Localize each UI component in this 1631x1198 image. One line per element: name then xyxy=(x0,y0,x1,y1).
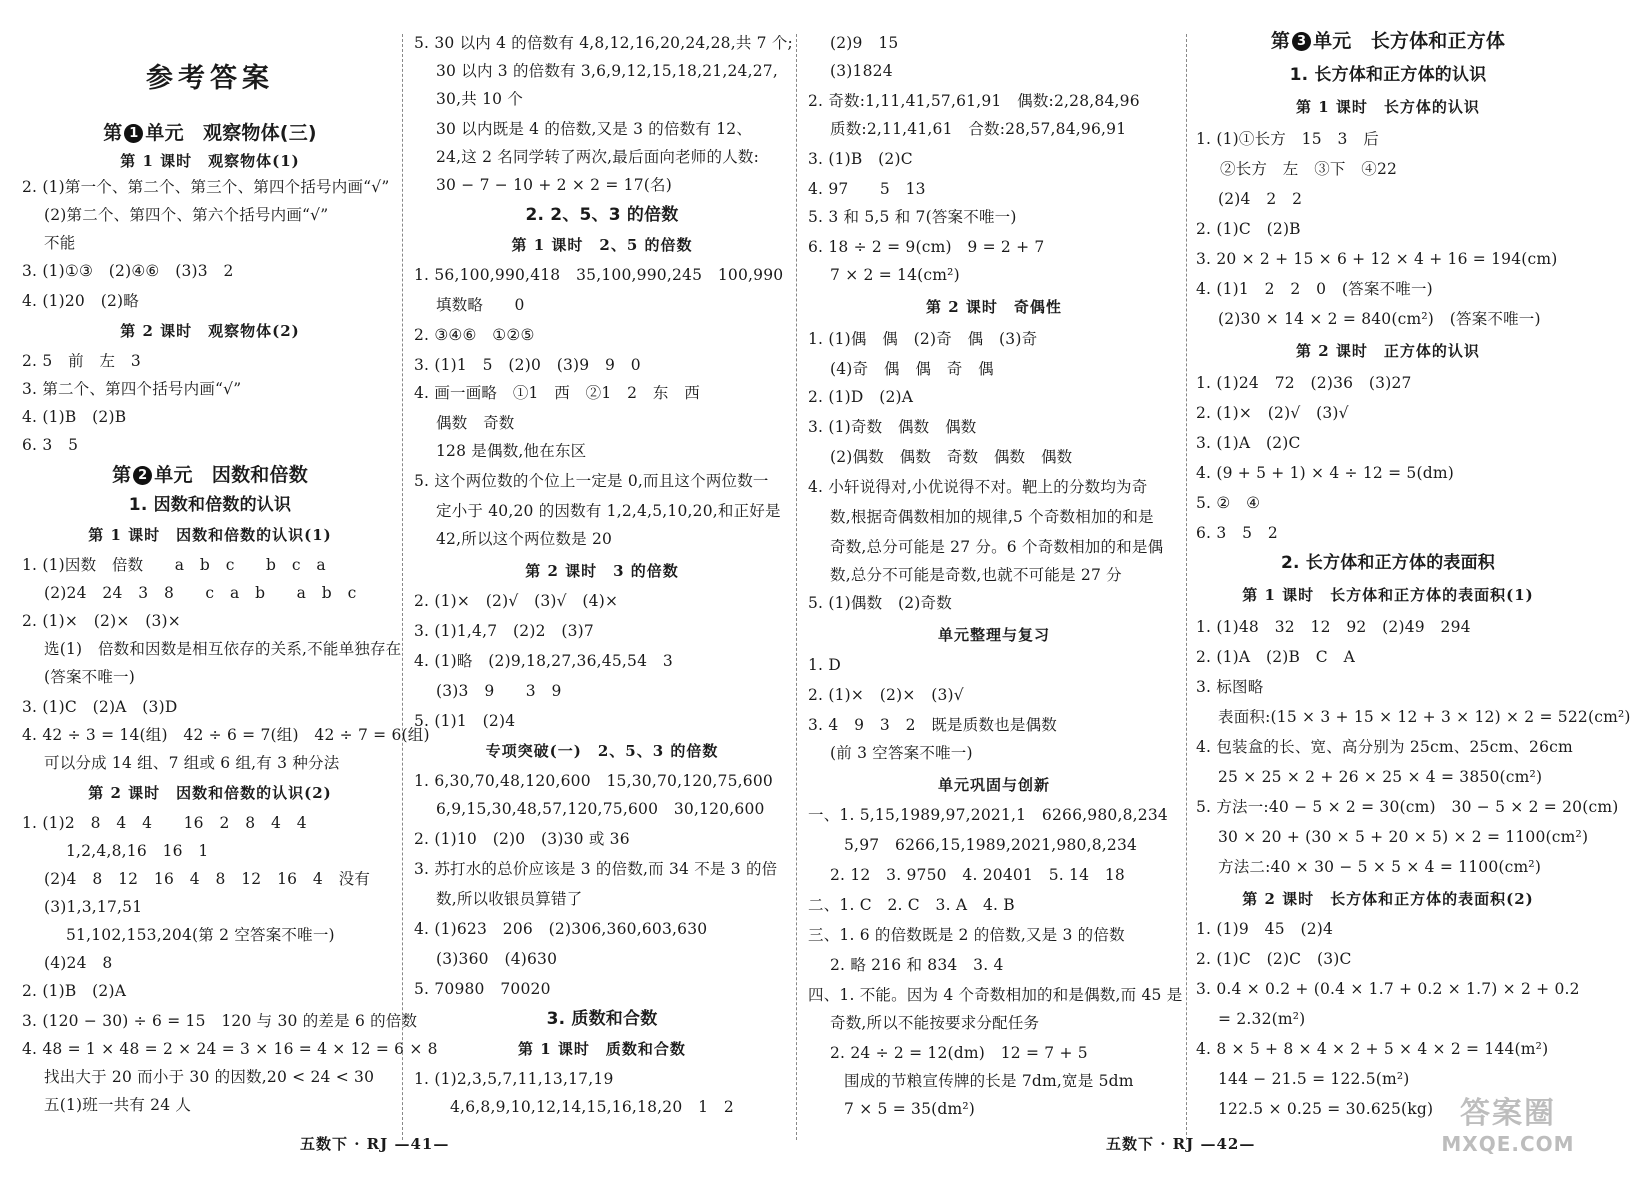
answer-line: 5. ② ④ xyxy=(1196,494,1261,512)
answer-line: 3. (1)1,4,7 (2)2 (3)7 xyxy=(414,622,594,640)
answer-line: 奇数,所以不能按要求分配任务 xyxy=(830,1014,1040,1032)
answer-line: (4)24 8 xyxy=(44,954,113,972)
unit-heading xyxy=(22,464,398,486)
answer-line: 填数略 0 xyxy=(436,296,525,314)
answer-line: 3. 4 9 3 2 既是质数也是偶数 xyxy=(808,716,1057,734)
answer-line: (2)9 15 xyxy=(830,34,899,52)
lesson-heading: 第 2 课时 观察物体(2) xyxy=(120,322,300,340)
answer-line: (2)30 × 14 × 2 = 840(cm²) (答案不唯一) xyxy=(1218,310,1541,328)
answer-line: 二、1. C 2. C 3. A 4. B xyxy=(808,896,1015,914)
answer-line: 3. (1)C (2)A (3)D xyxy=(22,698,178,716)
answer-line: 3. (1)奇数 偶数 偶数 xyxy=(808,418,977,436)
answer-line: 数,根据奇偶数相加的规律,5 个奇数相加的和是 xyxy=(830,508,1154,526)
answer-line: 30 以内 3 的倍数有 3,6,9,12,15,18,21,24,27, xyxy=(436,62,778,80)
answer-line: 3. (1)A (2)C xyxy=(1196,434,1301,452)
unit-heading xyxy=(22,122,398,144)
page-footer-right: 五数下 · RJ —42— xyxy=(1106,1135,1256,1153)
answer-line: 4. 97 5 13 xyxy=(808,180,926,198)
answer-line: 数,所以收银员算错了 xyxy=(436,890,583,908)
answer-line: 4. 8 × 5 + 8 × 4 × 2 + 5 × 4 × 2 = 144(m²) xyxy=(1196,1040,1549,1058)
answer-line: 1. (1)偶 偶 (2)奇 偶 (3)奇 xyxy=(808,330,1038,348)
answer-line: 2. 奇数:1,11,41,57,61,91 偶数:2,28,84,96 xyxy=(808,92,1140,110)
answer-line: (2)4 8 12 16 4 8 12 16 4 没有 xyxy=(44,870,371,888)
answer-line: 4. 48 = 1 × 48 = 2 × 24 = 3 × 16 = 4 × 12 = 6 × 8 xyxy=(22,1040,438,1058)
answer-line: 2. 24 ÷ 2 = 12(dm) 12 = 7 + 5 xyxy=(830,1044,1088,1062)
answer-line: 128 是偶数,他在东区 xyxy=(436,442,587,460)
answer-line: 2. ③④⑥ ①②⑤ xyxy=(414,326,535,344)
answer-line: (2)4 2 2 xyxy=(1218,190,1303,208)
answer-line: 围成的节粮宣传牌的长是 7dm,宽是 5dm xyxy=(844,1072,1134,1090)
unit-prefix: 第 xyxy=(1270,30,1291,52)
answer-line: 6. 3 5 2 xyxy=(1196,524,1278,542)
answer-line: ②长方 左 ③下 ④22 xyxy=(1220,160,1398,178)
answer-line: 2. (1)× (2)× (3)√ xyxy=(808,686,964,704)
answer-line: 五(1)班一共有 24 人 xyxy=(44,1096,192,1114)
lesson-heading: 第 1 课时 长方体和正方体的表面积(1) xyxy=(1242,586,1534,604)
answer-line: 3. (1)①③ (2)④⑥ (3)3 2 xyxy=(22,262,234,280)
answer-line: 2. (1)C (2)B xyxy=(1196,220,1301,238)
answer-line: 5. (1)1 (2)4 xyxy=(414,712,516,730)
answer-line: 4. (1)略 (2)9,18,27,36,45,54 3 xyxy=(414,652,673,670)
answer-line: 3. 标图略 xyxy=(1196,678,1264,696)
answer-line: 2. 12 3. 9750 4. 20401 5. 14 18 xyxy=(830,866,1125,884)
answer-line: 2. 5 前 左 3 xyxy=(22,352,141,370)
lesson-heading: 第 1 课时 观察物体(1) xyxy=(120,152,300,170)
answer-line: 不能 xyxy=(44,234,76,252)
answer-line: 6. 18 ÷ 2 = 9(cm) 9 = 2 + 7 xyxy=(808,238,1045,256)
answer-line: 1. (1)2 8 4 4 16 2 8 4 4 xyxy=(22,814,307,832)
page-title: 参考答案 xyxy=(146,63,274,94)
watermark-logo xyxy=(1438,1088,1578,1168)
lesson-heading: 第 2 课时 奇偶性 xyxy=(926,298,1062,316)
column-divider xyxy=(1186,34,1187,1140)
answer-line: 4. (1)623 206 (2)306,360,603,630 xyxy=(414,920,708,938)
column-divider xyxy=(796,34,797,1140)
answer-line: 24,这 2 名同学转了两次,最后面向老师的人数: xyxy=(436,148,760,166)
answer-line: 2. 略 216 和 834 3. 4 xyxy=(830,956,1004,974)
answer-line: 4. 42 ÷ 3 = 14(组) 42 ÷ 6 = 7(组) 42 ÷ 7 = 6(组) xyxy=(22,726,430,744)
unit-prefix: 第 xyxy=(112,464,132,486)
answer-line: 数,总分不可能是奇数,也就不可能是 27 分 xyxy=(830,566,1122,584)
answer-line: 5. 方法一:40 − 5 × 2 = 30(cm) 30 − 5 × 2 = 20(cm) xyxy=(1196,798,1619,816)
answer-line: 30 × 20 + (30 × 5 + 20 × 5) × 2 = 1100(cm²) xyxy=(1218,828,1589,846)
answer-line: 选(1) 倍数和因数是相互依存的关系,不能单独存在 xyxy=(44,640,402,658)
answer-line: 5. 这个两位数的个位上一定是 0,而且这个两位数一 xyxy=(414,472,769,490)
answer-line: 方法二:40 × 30 − 5 × 5 × 4 = 1100(cm²) xyxy=(1218,858,1542,876)
page-footer-left: 五数下 · RJ —41— xyxy=(300,1135,450,1153)
answer-line: 5. (1)偶数 (2)奇数 xyxy=(808,594,952,612)
answer-line: 42,所以这个两位数是 20 xyxy=(436,530,613,548)
answer-line: 三、1. 6 的倍数既是 2 的倍数,又是 3 的倍数 xyxy=(808,926,1125,944)
unit-prefix: 第 xyxy=(103,122,123,144)
answer-line: 3. (120 − 30) ÷ 6 = 15 120 与 30 的差是 6 的倍数 xyxy=(22,1012,418,1030)
answer-line: 1. (1)24 72 (2)36 (3)27 xyxy=(1196,374,1412,392)
answer-line: 51,102,153,204(第 2 空答案不唯一) xyxy=(66,926,335,944)
unit-number-badge: 2 xyxy=(133,466,152,485)
lesson-heading: 第 2 课时 正方体的认识 xyxy=(1296,342,1480,360)
answer-line: 3. 第二个、第四个括号内画“√” xyxy=(22,380,242,398)
answer-line: 2. (1)C (2)C (3)C xyxy=(1196,950,1352,968)
answer-line: 30 以内既是 4 的倍数,又是 3 的倍数有 12、 xyxy=(436,120,753,138)
answer-line: 1. (1)9 45 (2)4 xyxy=(1196,920,1334,938)
answer-line: (前 3 空答案不唯一) xyxy=(830,744,973,762)
answer-line: 6. 3 5 xyxy=(22,436,79,454)
answer-line: (3)3 9 3 9 xyxy=(436,682,562,700)
lesson-heading: 单元巩固与创新 xyxy=(937,776,1050,794)
unit-title: 单元 观察物体(三) xyxy=(145,122,317,144)
lesson-heading: 第 1 课时 因数和倍数的认识(1) xyxy=(88,526,332,544)
answer-line: 4. 包装盒的长、宽、高分别为 25cm、25cm、26cm xyxy=(1196,738,1573,756)
answer-line: 可以分成 14 组、7 组或 6 组,有 3 种分法 xyxy=(44,754,340,772)
answer-line: (2)偶数 偶数 奇数 偶数 偶数 xyxy=(830,448,1073,466)
answer-line: 3. 20 × 2 + 15 × 6 + 12 × 4 + 16 = 194(cm) xyxy=(1196,250,1558,268)
unit-number-badge: 1 xyxy=(124,124,143,143)
answer-line: 30 − 7 − 10 + 2 × 2 = 17(名) xyxy=(436,176,672,194)
answer-line: 1. (1)①长方 15 3 后 xyxy=(1196,130,1379,148)
answer-line: 4. (1)B (2)B xyxy=(22,408,127,426)
answer-line: 找出大于 20 而小于 30 的因数,20 < 24 < 30 xyxy=(44,1068,375,1086)
answer-line: 3. 0.4 × 0.2 + (0.4 × 1.7 + 0.2 × 1.7) × 2 + 0.2 xyxy=(1196,980,1580,998)
answer-line: 1. D xyxy=(808,656,841,674)
answer-line: 2. (1)D (2)A xyxy=(808,388,914,406)
watermark-url: MXQE.COM xyxy=(1441,1132,1575,1156)
answer-line: 5,97 6266,15,1989,2021,980,8,234 xyxy=(844,836,1138,854)
lesson-heading: 专项突破(一) 2、5、3 的倍数 xyxy=(485,742,719,760)
section-heading: 2. 2、5、3 的倍数 xyxy=(525,205,679,225)
answer-line: 6,9,15,30,48,57,120,75,600 30,120,600 xyxy=(436,800,765,818)
answer-line: 1,2,4,8,16 16 1 xyxy=(66,842,209,860)
unit-title: 单元 因数和倍数 xyxy=(154,464,308,486)
answer-line: 4,6,8,9,10,12,14,15,16,18,20 1 2 xyxy=(450,1098,734,1116)
answer-line: 1. (1)48 32 12 92 (2)49 294 xyxy=(1196,618,1471,636)
answer-line: 表面积:(15 × 3 + 15 × 12 + 3 × 12) × 2 = 522(cm²) xyxy=(1218,708,1631,726)
answer-line: (2)第二个、第四个、第六个括号内画“√” xyxy=(44,206,329,224)
answer-line: (3)1,3,17,51 xyxy=(44,898,143,916)
watermark-main: 答案圈 xyxy=(1460,1096,1556,1131)
lesson-heading: 第 1 课时 质数和合数 xyxy=(518,1040,686,1058)
lesson-heading: 第 2 课时 因数和倍数的认识(2) xyxy=(88,784,332,802)
answer-line: (3)1824 xyxy=(830,62,893,80)
answer-line: 4. 画一画略 ①1 西 ②1 2 东 西 xyxy=(414,384,701,402)
answer-line: = 2.32(m²) xyxy=(1218,1010,1306,1028)
answer-line: 四、1. 不能。因为 4 个奇数相加的和是偶数,而 45 是 xyxy=(808,986,1183,1004)
column-divider xyxy=(402,34,403,1140)
answer-line: 2. (1)× (2)√ (3)√ xyxy=(1196,404,1349,422)
section-heading: 3. 质数和合数 xyxy=(546,1009,658,1029)
lesson-heading: 第 2 课时 长方体和正方体的表面积(2) xyxy=(1242,890,1534,908)
answer-line: 4. (1)1 2 2 0 (答案不唯一) xyxy=(1196,280,1433,298)
section-heading: 1. 长方体和正方体的认识 xyxy=(1289,65,1487,85)
answer-line: (4)奇 偶 偶 奇 偶 xyxy=(830,360,994,378)
answer-line: 定小于 40,20 的因数有 1,2,4,5,10,20,和正好是 xyxy=(436,502,781,520)
answer-line: 1. 6,30,70,48,120,600 15,30,70,120,75,600 xyxy=(414,772,773,790)
answer-line: 1. (1)2,3,5,7,11,13,17,19 xyxy=(414,1070,614,1088)
answer-line: 5. 30 以内 4 的倍数有 4,8,12,16,20,24,28,共 7 个; xyxy=(414,34,793,52)
answer-line: 7 × 2 = 14(cm²) xyxy=(830,266,960,284)
section-heading: 2. 长方体和正方体的表面积 xyxy=(1280,553,1495,573)
answer-line: (答案不唯一) xyxy=(44,668,135,686)
lesson-heading: 单元整理与复习 xyxy=(937,626,1050,644)
answer-line: 1. 56,100,990,418 35,100,990,245 100,990 xyxy=(414,266,784,284)
unit-title: 单元 长方体和正方体 xyxy=(1313,30,1506,52)
answer-line: 5. 3 和 5,5 和 7(答案不唯一) xyxy=(808,208,1017,226)
section-heading: 1. 因数和倍数的认识 xyxy=(128,495,292,515)
answer-line: 质数:2,11,41,61 合数:28,57,84,96,91 xyxy=(830,120,1127,138)
answer-line: 偶数 奇数 xyxy=(436,414,515,432)
answer-line: (2)24 24 3 8 c a b a b c xyxy=(44,584,357,602)
answer-line: 7 × 5 = 35(dm²) xyxy=(844,1100,976,1118)
unit-number-badge: 3 xyxy=(1292,32,1311,51)
answer-line: 2. (1)B (2)A xyxy=(22,982,127,1000)
answer-line: 3. (1)B (2)C xyxy=(808,150,913,168)
answer-line: 4. (1)20 (2)略 xyxy=(22,292,139,310)
answer-line: 4. 小轩说得对,小优说得不对。靶上的分数均为奇 xyxy=(808,478,1148,496)
lesson-heading: 第 2 课时 3 的倍数 xyxy=(525,562,679,580)
answer-line: 2. (1)× (2)× (3)× xyxy=(22,612,181,630)
answer-line: 奇数,总分可能是 27 分。6 个奇数相加的和是偶 xyxy=(830,538,1164,556)
answer-line: (3)360 (4)630 xyxy=(436,950,558,968)
answer-line: 2. (1)× (2)√ (3)√ (4)× xyxy=(414,592,619,610)
answer-line: 25 × 25 × 2 + 26 × 25 × 4 = 3850(cm²) xyxy=(1218,768,1543,786)
answer-line: 一、1. 5,15,1989,97,2021,1 6266,980,8,234 xyxy=(808,806,1168,824)
answer-line: 30,共 10 个 xyxy=(436,90,524,108)
answer-line: 4. (9 + 5 + 1) × 4 ÷ 12 = 5(dm) xyxy=(1196,464,1454,482)
answer-line: 1. (1)因数 倍数 a b c b c a xyxy=(22,556,326,574)
unit-heading xyxy=(1196,30,1580,52)
answer-line: 144 − 21.5 = 122.5(m²) xyxy=(1218,1070,1410,1088)
answer-line: 122.5 × 0.25 = 30.625(kg) xyxy=(1218,1100,1434,1118)
answer-line: 3. 苏打水的总价应该是 3 的倍数,而 34 不是 3 的倍 xyxy=(414,860,778,878)
answer-line: 2. (1)A (2)B C A xyxy=(1196,648,1355,666)
answer-line: 5. 70980 70020 xyxy=(414,980,551,998)
answer-line: 3. (1)1 5 (2)0 (3)9 9 0 xyxy=(414,356,641,374)
lesson-heading: 第 1 课时 2、5 的倍数 xyxy=(511,236,693,254)
answer-line: 2. (1)10 (2)0 (3)30 或 36 xyxy=(414,830,630,848)
lesson-heading: 第 1 课时 长方体的认识 xyxy=(1296,98,1480,116)
answer-line: 2. (1)第一个、第二个、第三个、第四个括号内画“√” xyxy=(22,178,390,196)
